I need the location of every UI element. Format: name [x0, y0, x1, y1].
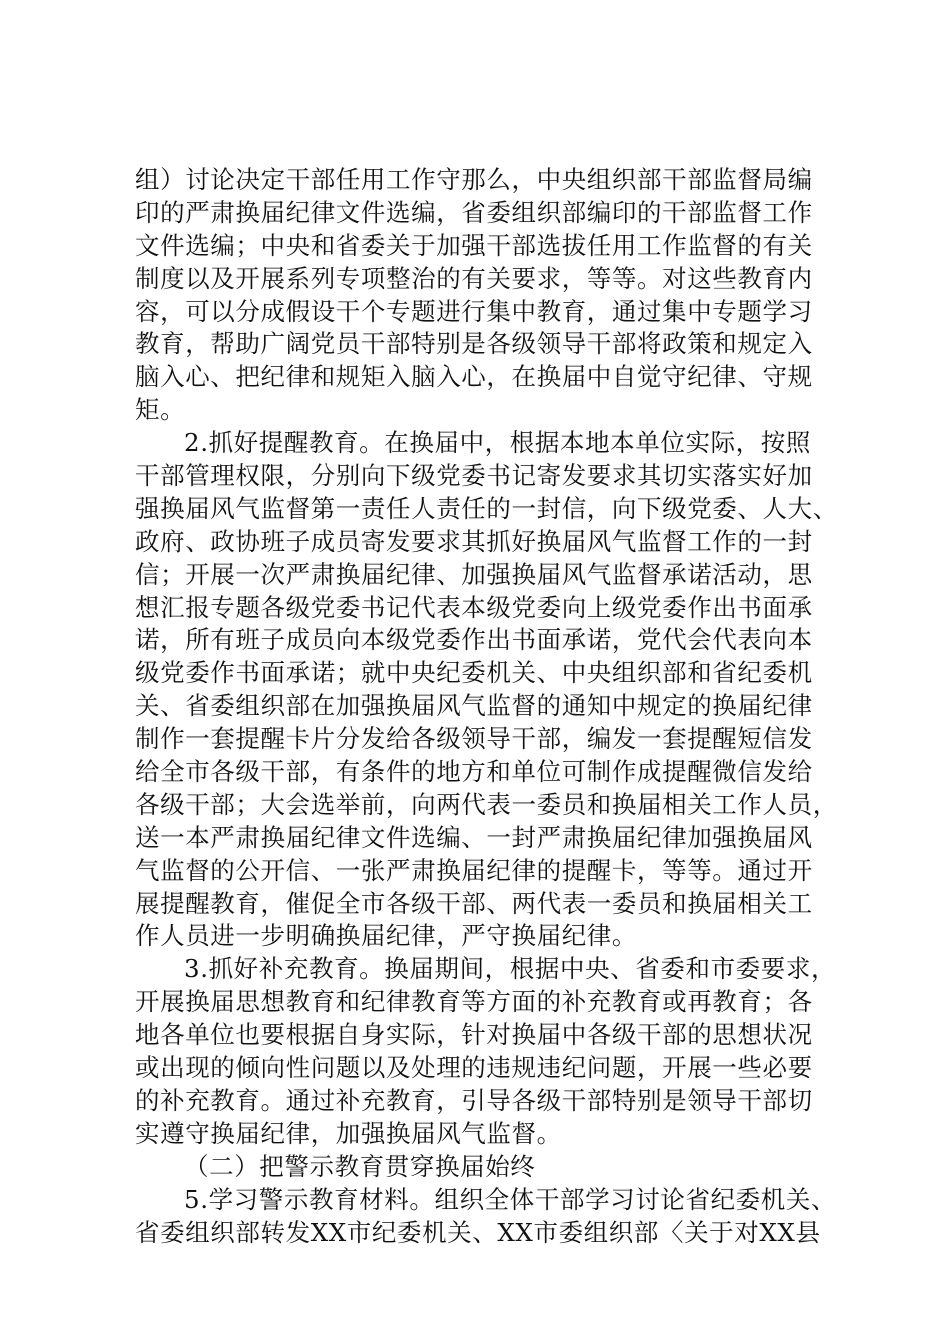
text-line: 气监督的公开信、一张严肃换届纪律的提醒卡，等等。通过开 [135, 855, 813, 885]
text-line: 或出现的倾向性问题以及处理的违规违纪问题，开展一些必要 [135, 1053, 813, 1083]
text-line: （二）把警示教育贯穿换届始终 [184, 1151, 536, 1181]
text-line: 实遵守换届纪律，加强换届风气监督。 [135, 1118, 562, 1148]
text-line: 送一本严肃换届纪律文件选编、一封严肃换届纪律加强换届风 [135, 822, 813, 852]
text-line: 给全市各级干部，有条件的地方和单位可制作成提醒微信发给 [135, 757, 813, 787]
text-line: 制作一套提醒卡片分发给各级领导干部，编发一套提醒短信发 [135, 724, 813, 754]
text-line: 地各单位也要根据自身实际，针对换届中各级干部的思想状况 [135, 1020, 813, 1050]
text-line: 强换届风气监督第一责任人责任的一封信，向下级党委、人大、 [135, 493, 838, 523]
text-line: 2.抓好提醒教育。在换届中，根据本地本单位实际，按照 [184, 428, 811, 458]
text-line: 作人员进一步明确换届纪律，严守换届纪律。 [135, 921, 637, 951]
text-line: 文件选编；中央和省委关于加强干部选拔任用工作监督的有关 [135, 230, 813, 260]
text-line: 开展换届思想教育和纪律教育等方面的补充教育或再教育；各 [135, 987, 813, 1017]
text-line: 政府、政协班子成员寄发要求其抓好换届风气监督工作的一封 [135, 526, 813, 556]
text-line: 关、省委组织部在加强换届风气监督的通知中规定的换届纪律 [135, 691, 813, 721]
text-line: 容，可以分成假设干个专题进行集中教育，通过集中专题学习 [135, 296, 813, 326]
text-line: 干部管理权限，分别向下级党委书记寄发要求其切实落实好加 [135, 461, 813, 491]
text-line: 教育，帮助广阔党员干部特别是各级领导干部将政策和规定入 [135, 329, 813, 359]
text-line: 信；开展一次严肃换届纪律、加强换届风气监督承诺活动，思 [135, 559, 813, 589]
text-line: 脑入心、把纪律和规矩入脑入心，在换届中自觉守纪律、守规 [135, 362, 813, 392]
text-line: 各级干部；大会选举前，向两代表一委员和换届相关工作人员， [135, 789, 838, 819]
text-line: 5.学习警示教育材料。组织全体干部学习讨论省纪委机关、 [184, 1184, 837, 1214]
text-line: 制度以及开展系列专项整治的有关要求，等等。对这些教育内 [135, 263, 813, 293]
text-line: 印的严肃换届纪律文件选编，省委组织部编印的干部监督工作 [135, 197, 813, 227]
text-line: 想汇报专题各级党委书记代表本级党委向上级党委作出书面承 [135, 592, 813, 622]
text-line: 组）讨论决定干部任用工作守那么，中央组织部干部监督局编 [135, 165, 813, 194]
text-line: 的补充教育。通过补充教育，引导各级干部特别是领导干部切 [135, 1085, 813, 1115]
text-line: 展提醒教育，催促全市各级干部、两代表一委员和换届相关工 [135, 888, 813, 918]
document-body [135, 164, 838, 1249]
text-line: 矩。 [135, 395, 186, 425]
text-line: 3.抓好补充教育。换届期间，根据中央、省委和市委要求， [184, 954, 837, 984]
text-line: 省委组织部转发XX市纪委机关、XX市委组织部〈关于对XX县 [135, 1217, 821, 1247]
text-line: 级党委作书面承诺；就中央纪委机关、中央组织部和省纪委机 [135, 658, 813, 688]
text-line: 诺，所有班子成员向本级党委作出书面承诺，党代会代表向本 [135, 625, 813, 655]
